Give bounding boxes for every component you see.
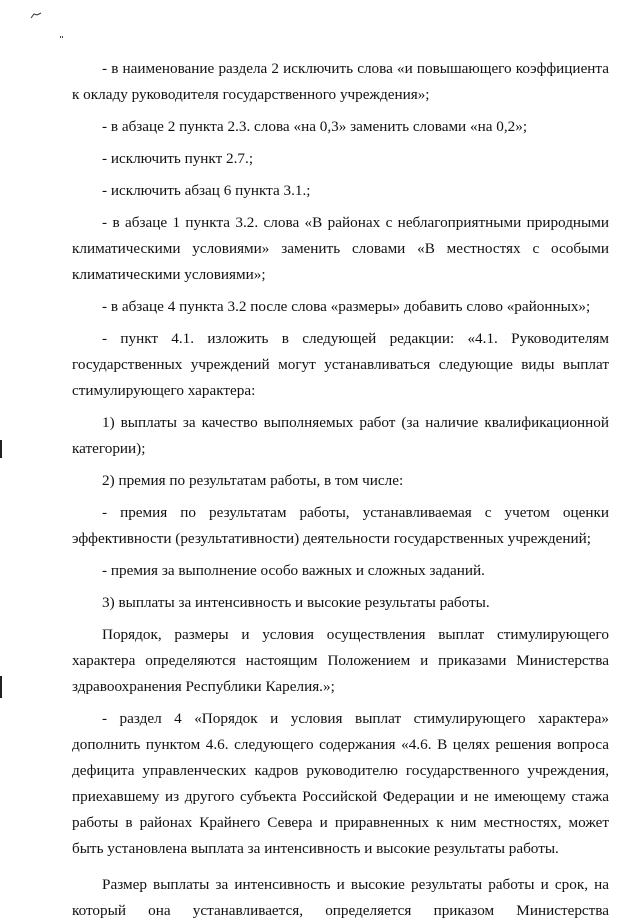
paragraph: - в абзаце 1 пункта 3.2. слова «В районах с неблагоприятными природными климатическими условиями» заменить словами «В местностях с особыми климатическими условиями»; — [72, 214, 609, 283]
scan-artifact-mark — [30, 12, 42, 20]
paragraph: - исключить абзац 6 пункта 3.1.; — [102, 182, 311, 199]
paragraph: - премия по результатам работы, устанавливаемая с учетом оценки эффективности (результативности) деятельности государственных учреждений; — [72, 504, 609, 547]
scan-edge-mark — [0, 440, 2, 458]
scan-edge-mark — [0, 676, 2, 698]
paragraph: 1) выплаты за качество выполняемых работ (за наличие квалификационной категории); — [72, 414, 609, 457]
paragraph: - пункт 4.1. изложить в следующей редакции: «4.1. Руководителям государственных учреждений могут устанавливаться следующие виды выплат стимулирующего характера: — [72, 330, 609, 399]
paragraph: - в абзаце 2 пункта 2.3. слова «на 0,3» заменить словами «на 0,2»; — [102, 118, 528, 135]
paragraph: - раздел 4 «Порядок и условия выплат стимулирующего характера» дополнить пунктом 4.6. следующего содержания «4.6. В целях решения вопроса дефицита управленческих кадров руководителю государственного учреждения, приехавшему из другого субъекта Российской Федерации и не имеющему стажа работы в районах Крайнего Севера и приравненных к ним местностях, может быть установлена выплата за интенсивность и высокие результаты работы. — [72, 710, 609, 857]
paragraph: Порядок, размеры и условия осуществления выплат стимулирующего характера определяются настоящим Положением и приказами Министерства здравоохранения Республики Карелия.»; — [72, 626, 609, 695]
paragraph: - в наименование раздела 2 исключить слова «и повышающего коэффициента к окладу руководителя государственного учреждения»; — [72, 60, 609, 103]
paragraph: 3) выплаты за интенсивность и высокие результаты работы. — [102, 594, 490, 611]
document-body — [72, 56, 609, 924]
paragraph: - исключить пункт 2.7.; — [102, 150, 254, 167]
paragraph: Размер выплаты за интенсивность и высокие результаты работы и срок, на который она устанавливается, определяется приказом Министерства — [72, 876, 609, 919]
paragraph: - премия за выполнение особо важных и сложных заданий. — [102, 562, 485, 579]
scan-artifact-dot — [60, 36, 64, 39]
paragraph: 2) премия по результатам работы, в том числе: — [102, 472, 404, 489]
paragraph: - в абзаце 4 пункта 3.2 после слова «размеры» добавить слово «районных»; — [102, 298, 591, 315]
